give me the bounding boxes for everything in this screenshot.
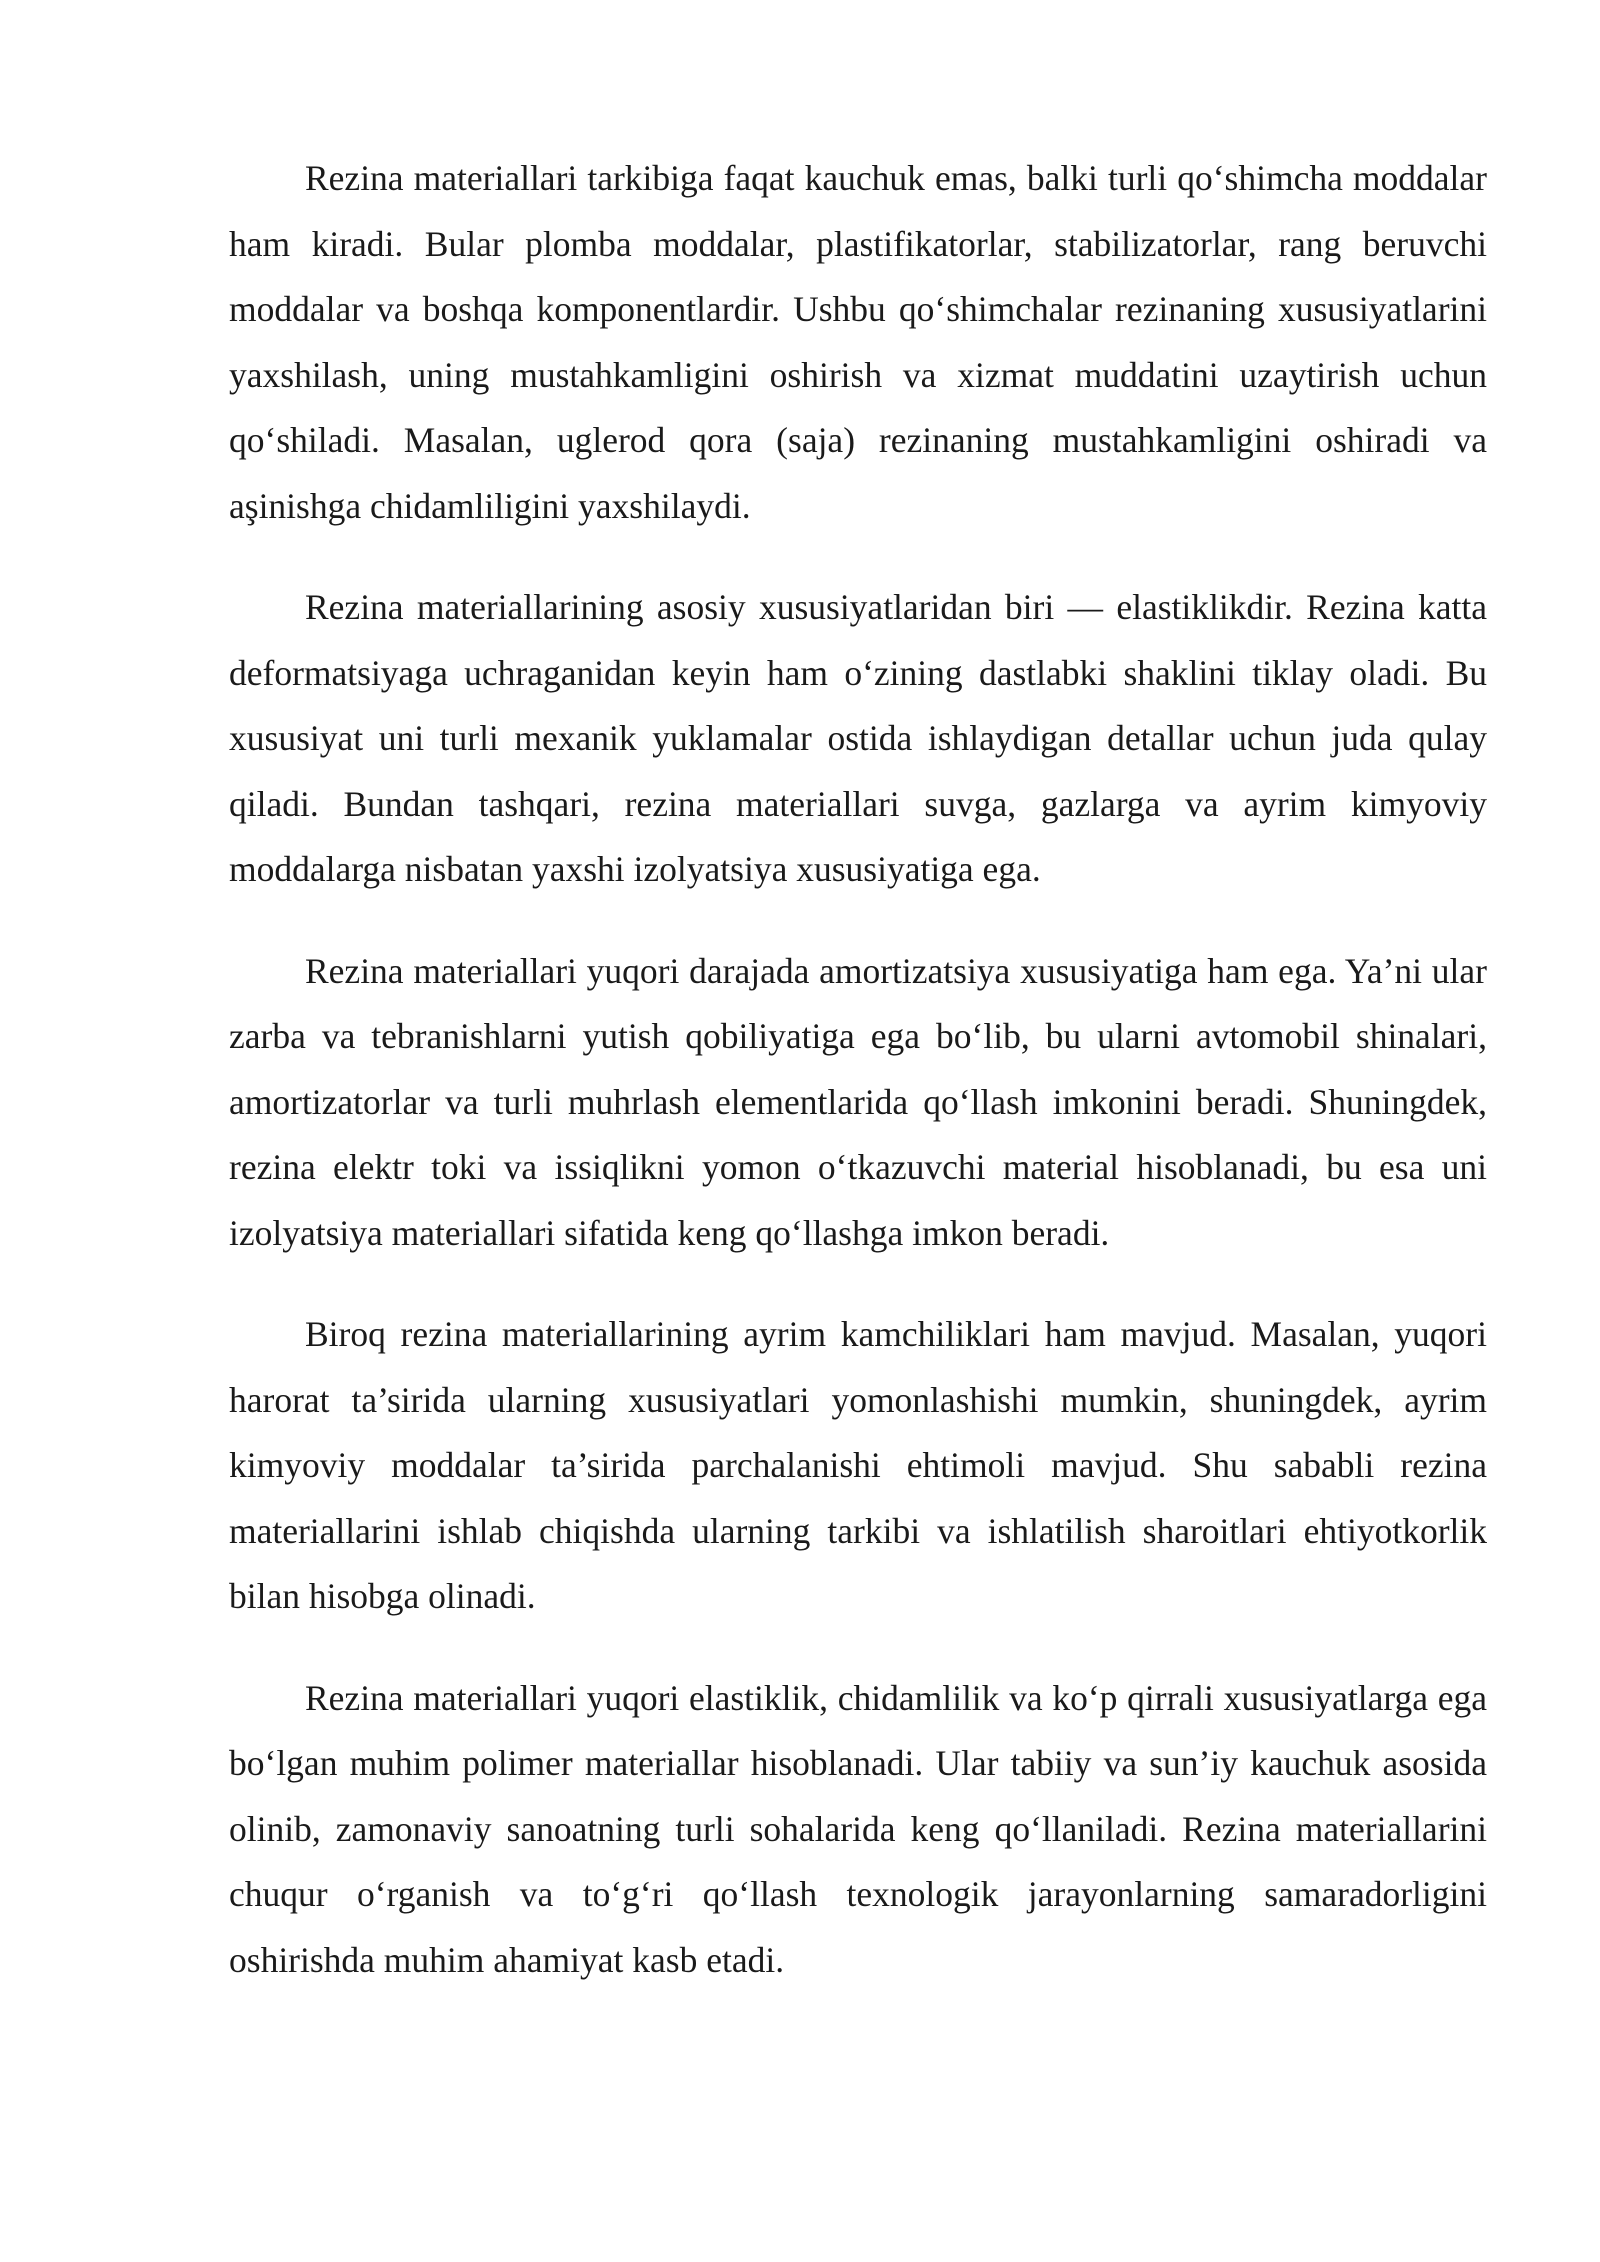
paragraph-3: Rezina materiallari yuqori darajada amortizatsiya xususiyatiga ham ega. Ya’ni ular zarba va tebranishlarni yutish qobiliyatiga ega bo‘lib, bu ularni avtomobil shinalari, amortizatorlar va turli muhrlash elementlarida qo‘llash imkonini beradi. Shuningdek, rezina elektr toki va issiqlikni yomon o‘tkazuvchi material hisoblanadi, bu esa uni izolyatsiya materiallari sifatida keng qo‘llashga imkon beradi. bbox=[229, 950, 1487, 1253]
body-text bbox=[229, 146, 1487, 2029]
paragraph-2: Rezina materiallarining asosiy xususiyatlaridan biri — elastiklikdir. Rezina katta deformatsiyaga uchraganidan keyin ham o‘zining dastlabki shaklini tiklay oladi. Bu xususiyat uni turli mexanik yuklamalar ostida ishlaydigan detallar uchun juda qulay qiladi. Bundan tashqari, rezina materiallari suvga, gazlarga va ayrim kimyoviy moddalarga nisbatan yaxshi izolyatsiya xususiyatiga ega. bbox=[229, 587, 1487, 889]
paragraph-5: Rezina materiallari yuqori elastiklik, chidamlilik va ko‘p qirrali xususiyatlarga ega bo‘lgan muhim polimer materiallar hisoblanadi. Ular tabiiy va sun’iy kauchuk asosida olinib, zamonaviy sanoatning turli sohalarida keng qo‘llaniladi. Rezina materiallarini chuqur o‘rganish va to‘g‘ri qo‘llash texnologik jarayonlarning samaradorligini oshirishda muhim ahamiyat kasb etadi. bbox=[229, 1677, 1487, 1980]
paragraph-4: Biroq rezina materiallarining ayrim kamchiliklari ham mavjud. Masalan, yuqori harorat ta’sirida ularning xususiyatlari yomonlashishi mumkin, shuningdek, ayrim kimyoviy moddalar ta’sirida parchalanishi ehtimoli mavjud. Shu sababli rezina materiallarini ishlab chiqishda ularning tarkibi va ishlatilish sharoitlari ehtiyotkorlik bilan hisobga olinadi. bbox=[229, 1314, 1487, 1616]
paragraph-1: Rezina materiallari tarkibiga faqat kauchuk emas, balki turli qo‘shimcha moddalar ham kiradi. Bular plomba moddalar, plastifikatorlar, stabilizatorlar, rang beruvchi moddalar va boshqa komponentlardir. Ushbu qo‘shimchalar rezinaning xususiyatlarini yaxshilash, uning mustahkamligini oshirish va xizmat muddatini uzaytirish uchun qo‘shiladi. Masalan, uglerod qora (saja) rezinaning mustahkamligini oshiradi va aşinishga chidamliligini yaxshilaydi. bbox=[229, 158, 1487, 526]
